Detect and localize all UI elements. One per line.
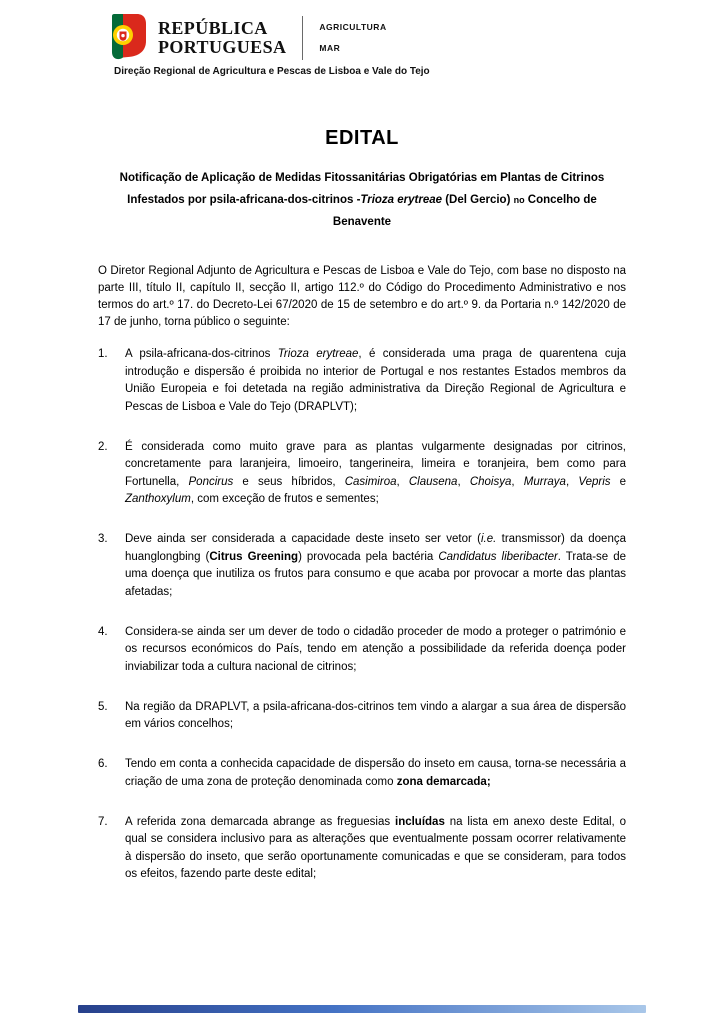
item-text xyxy=(125,439,626,509)
text-segment: Zanthoxylum xyxy=(125,493,191,505)
text-segment: Concelho de Benavente xyxy=(332,194,597,228)
text-segment: (Del Gercio) xyxy=(442,194,514,206)
text-segment: , xyxy=(457,475,470,488)
ministry-agricultura-label: AGRICULTURA xyxy=(319,22,387,32)
edital-subtitle xyxy=(98,167,626,233)
text-segment: zona demarcada; xyxy=(396,775,491,788)
text-segment: A referida zona demarcada abrange as freguesias xyxy=(125,815,395,828)
item-number: 4. xyxy=(98,625,108,638)
text-segment: na lista em anexo deste Edital, o qual se considera inclusivo para as alterações que eventualmente possam ocorrer relativamente à dispersão do inseto, que serão oportunamente comunicadas e que se consideram, para todos os efeitos, fazendo parte deste edital; xyxy=(125,815,626,880)
text-segment: incluídas xyxy=(395,815,445,828)
list-item xyxy=(98,346,626,416)
item-text xyxy=(125,814,626,884)
item-number: 7. xyxy=(98,815,108,828)
brand-line1: REPÚBLICA xyxy=(158,18,268,38)
item-number: 1. xyxy=(98,348,108,360)
list-item xyxy=(98,814,626,884)
text-segment: Murraya xyxy=(523,475,566,488)
text-segment: , xyxy=(565,475,579,488)
text-segment: Citrus Greening xyxy=(209,550,299,563)
intro-paragraph: O Diretor Regional Adjunto de Agricultura e Pescas de Lisboa e Vale do Tejo, com base no disposto na parte III, título II, capítulo II, secção II, artigo 112.º do Código do Procedimento Administrativo e nos termos do art.º 17. do Decreto-Lei 67/2020 de 15 de setembro e do art.º 9. da Portaria n.º 142/2020 de 17 de junho, torna público o seguinte: xyxy=(98,265,626,328)
item-number: 2. xyxy=(98,440,108,453)
list-item xyxy=(98,699,626,734)
text-segment: transmissor) da doença huanglongbing ( xyxy=(125,533,626,563)
text-segment: A psila-africana-dos-citrinos xyxy=(125,348,278,360)
text-segment: Tendo em conta a conhecida capacidade de dispersão do inseto em causa, torna-se necessária a criação de uma zona de proteção denominada como xyxy=(125,758,626,788)
item-text xyxy=(125,699,626,734)
edital-title: EDITAL xyxy=(325,127,399,149)
text-segment: ) provocada pela bactéria xyxy=(298,550,439,563)
text-segment: no xyxy=(513,195,525,205)
text-segment: , com exceção de frutos e sementes; xyxy=(190,493,379,505)
text-segment: Considera-se ainda ser um dever de todo o cidadão proceder de modo a proteger o património e os recursos económicos do País, tendo em atenção a possibilidade da referida doença poder inviabilizar toda a cultura nacional de citrinos; xyxy=(125,625,626,673)
text-segment: Candidatus liberibacter xyxy=(438,550,558,563)
text-segment: Clausena xyxy=(408,475,458,488)
brand-line2: PORTUGUESA xyxy=(158,37,287,57)
list-item xyxy=(98,439,626,509)
item-number: 6. xyxy=(98,758,108,770)
numbered-list xyxy=(98,346,626,884)
text-segment: Notificação de Aplicação de Medidas Fitossanitárias Obrigatórias em Plantas de Citrinos Infestados por psila-africana-dos-citrinos - xyxy=(119,172,605,206)
text-segment: , é considerada uma praga de quarentena cuja introdução e dispersão é proibida no interior de Portugal e nos restantes Estados membros da União Europeia e foi detetada na região administrativa da Direção Regional de Agricultura e Pescas de Lisboa e Vale do Tejo (DRAPLVT); xyxy=(125,348,626,413)
text-segment: Choisya xyxy=(469,475,512,488)
text-segment: Vepris xyxy=(578,475,611,488)
item-number: 3. xyxy=(98,533,108,545)
item-text xyxy=(125,531,626,601)
text-segment: . Trata-se de uma doença que inutiliza os frutos para consumo e que acaba por provocar a morte das plantas afetadas; xyxy=(125,550,627,598)
text-segment: É considerada como muito grave para as plantas vulgarmente designadas por citrinos, concretamente para laranjeira, limoeiro, tangerineira, limeira e toranjeira, bem como para Fortunella, xyxy=(125,440,626,488)
text-segment: i.e. xyxy=(480,533,497,545)
list-item xyxy=(98,624,626,677)
department-name: Direção Regional de Agricultura e Pescas de Lisboa e Vale do Tejo xyxy=(114,66,430,77)
text-segment: Trioza erytreae xyxy=(360,194,443,206)
text-segment: , xyxy=(511,475,524,488)
list-item xyxy=(98,531,626,601)
text-segment: Poncirus xyxy=(188,475,234,488)
document-content xyxy=(98,0,626,906)
text-segment: Casimiroa xyxy=(344,475,397,488)
text-segment: Deve ainda ser considerada a capacidade deste inseto ser vetor ( xyxy=(125,533,481,545)
item-text xyxy=(125,624,626,677)
text-segment: Trioza erytreae xyxy=(277,348,359,360)
text-segment: e xyxy=(610,475,627,488)
text-segment: e seus híbridos, xyxy=(233,475,345,488)
list-item xyxy=(98,756,626,791)
item-text xyxy=(125,756,626,791)
footer-gradient-bar xyxy=(78,1005,646,1013)
text-segment: , xyxy=(396,475,409,488)
text-segment: Na região da DRAPLVT, a psila-africana-dos-citrinos tem vindo a alargar a sua área de dispersão em vários concelhos; xyxy=(125,700,626,730)
item-number: 5. xyxy=(98,700,108,713)
item-text xyxy=(125,346,626,416)
ministry-mar-label: MAR xyxy=(319,43,341,53)
